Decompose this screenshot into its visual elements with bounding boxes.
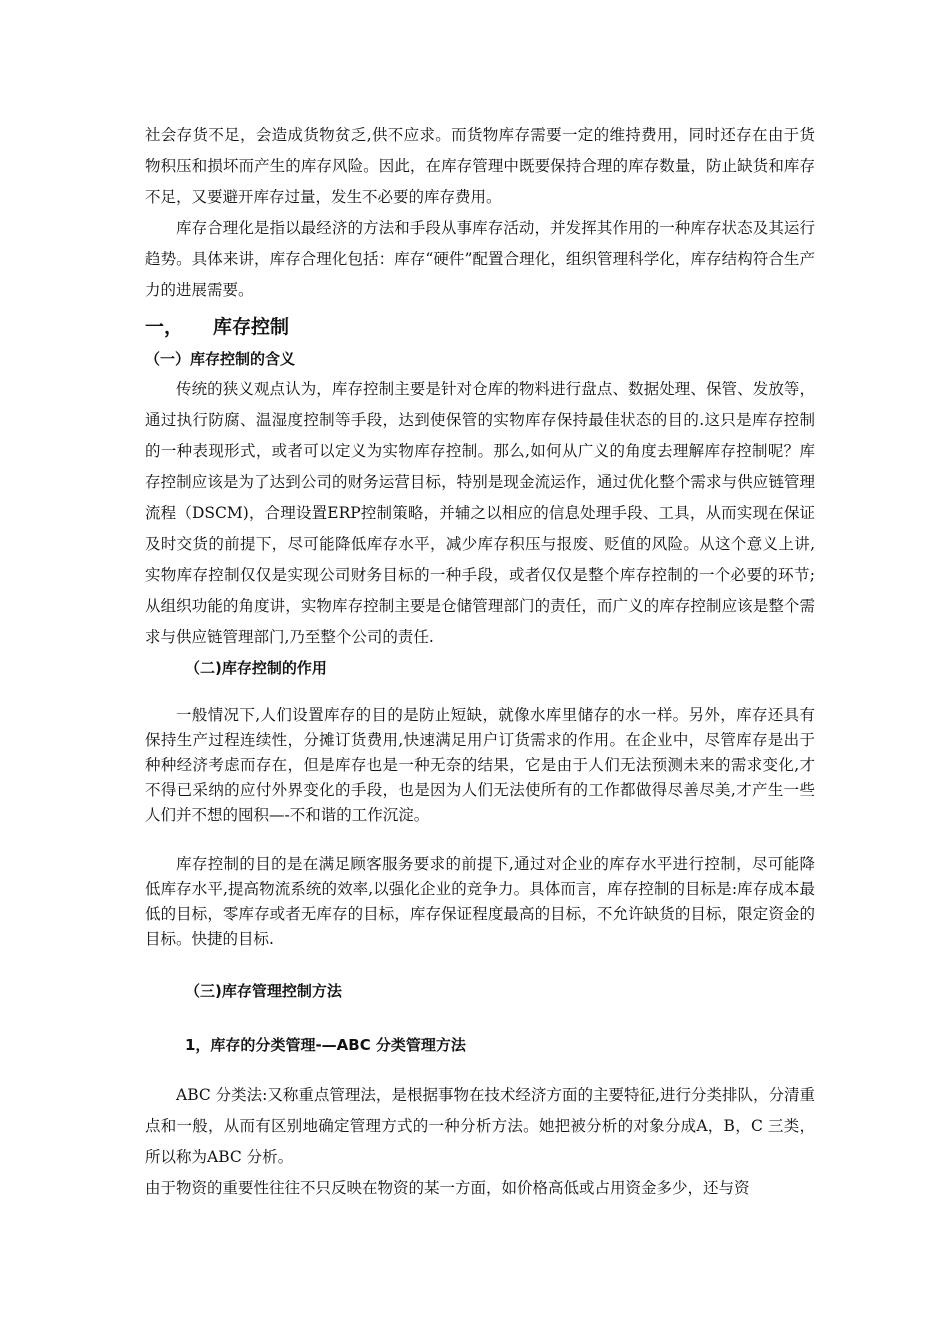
subsection-heading-methods: （三)库存管理控制方法 bbox=[185, 982, 342, 1000]
item-heading-abc: 1，库存的分类管理-—ABC 分类管理方法 bbox=[185, 1036, 466, 1054]
document-page bbox=[145, 120, 815, 1204]
section-number: 一， bbox=[145, 316, 184, 338]
role-paragraph-2: 库存控制的目的是在满足顾客服务要求的前提下,通过对企业的库存水平进行控制，尽可能降低库存水平,提高物流系统的效率,以强化企业的竞争力。具体而言，库存控制的目标是:库存成本最低的目标，零库存或者无库存的目标，库存保证程度最高的目标，不允许缺货的目标，限定资金的目标。快捷的目标. bbox=[145, 855, 815, 948]
subsection-heading-meaning: （一）库存控制的含义 bbox=[145, 350, 296, 368]
intro-paragraph-1: 社会存货不足，会造成货物贫乏,供不应求。而货物库存需要一定的维持费用，同时还存在由于货物积压和损坏而产生的库存风险。因此，在库存管理中既要保持合理的库存数量，防止缺货和库存不足，又要避开库存过量，发生不必要的库存费用。 bbox=[145, 126, 815, 206]
role-paragraph-1: 一般情况下,人们设置库存的目的是防止短缺，就像水库里储存的水一样。另外，库存还具有保持生产过程连续性，分摊订货费用,快速满足用户订货需求的作用。在企业中，尽管库存是出于种种经济考虑而存在，但是库存也是一种无奈的结果，它是由于人们无法预测未来的需求变化,才不得已采纳的应付外界变化的手段，也是因为人们无法使所有的工作都做得尽善尽美,才产生一些人们并不想的囤积—-不和谐的工作沉淀。 bbox=[145, 706, 815, 824]
abc-continuation-paragraph: 由于物资的重要性往往不只反映在物资的某一方面，如价格高低或占用资金多少，还与资 bbox=[145, 1179, 750, 1197]
subsection-heading-role: （二)库存控制的作用 bbox=[185, 659, 327, 677]
meaning-paragraph: 传统的狭义观点认为，库存控制主要是针对仓库的物料进行盘点、数据处理、保管、发放等，通过执行防腐、温湿度控制等手段，达到使保管的实物库存保持最佳状态的目的.这只是库存控制的一种表现形式，或者可以定义为实物库存控制。那么,如何从广义的角度去理解库存控制呢？库存控制应该是为了达到公司的财务运营目标，特别是现金流运作，通过优化整个需求与供应链管理流程（DSCM)，合理设置ERP控制策略，并辅之以相应的信息处理手段、工具，从而实现在保证及时交货的前提下，尽可能降低库存水平，减少库存积压与报废、贬值的风险。从这个意义上讲,实物库存控制仅仅是实现公司财务目标的一种手段，或者仅仅是整个库存控制的一个必要的环节;从组织功能的角度讲，实物库存控制主要是仓储管理部门的责任，而广义的库存控制应该是整个需求与供应链管理部门,乃至整个公司的责任. bbox=[145, 380, 815, 646]
section-title: 库存控制 bbox=[213, 316, 290, 338]
section-heading-inventory-control bbox=[145, 310, 815, 344]
abc-paragraph: ABC 分类法:又称重点管理法，是根据事物在技术经济方面的主要特征,进行分类排队，分清重点和一般，从而有区别地确定管理方式的一种分析方法。她把被分析的对象分成A，B，C 三类，所以称为ABC 分析。 bbox=[145, 1086, 815, 1166]
intro-paragraph-2: 库存合理化是指以最经济的方法和手段从事库存活动，并发挥其作用的一种库存状态及其运行趋势。具体来讲，库存合理化包括：库存“硬件”配置合理化，组织管理科学化，库存结构符合生产力的进展需要。 bbox=[145, 219, 815, 299]
